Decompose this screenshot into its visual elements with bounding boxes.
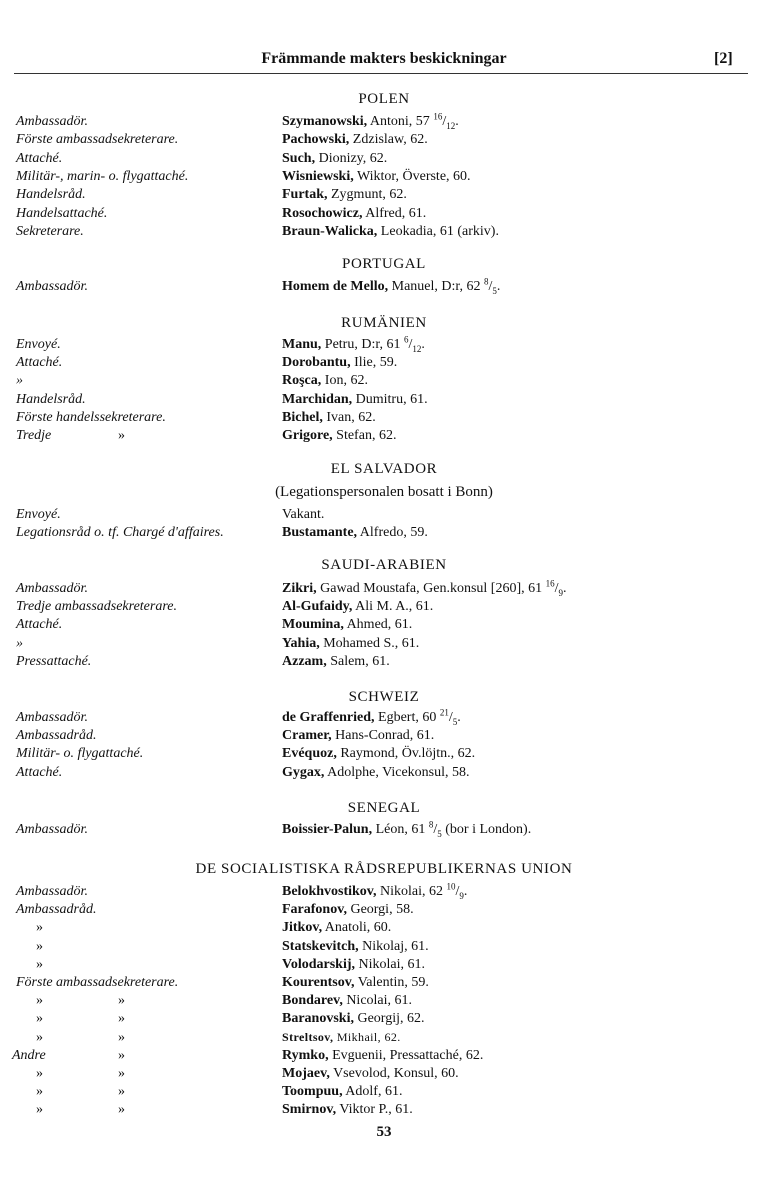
- person-details: Mikhail, 62.: [333, 1029, 401, 1044]
- person-name: Baranovski,: [282, 1011, 354, 1027]
- listing-row: [0, 617, 768, 635]
- person-details: Alfred, 61.: [362, 205, 427, 221]
- person-details: Raymond, Öv.löjtn., 62.: [336, 746, 476, 762]
- role-label: Ambassadör.: [16, 279, 88, 294]
- person-entry: [282, 599, 433, 615]
- date-month: 5: [492, 285, 497, 296]
- person-details: Ivan, 62.: [322, 409, 376, 425]
- listing-row: [0, 920, 768, 938]
- person-details: Viktor P., 61.: [336, 1102, 413, 1118]
- role-label: Pressattaché.: [16, 653, 92, 669]
- person-name: Furtak,: [282, 187, 328, 203]
- person-details: Adolphe, Vicekonsul, 58.: [324, 764, 470, 780]
- person-entry: [282, 578, 567, 598]
- role-label: Ambassadör.: [16, 710, 88, 725]
- ditto-mark: »: [118, 1084, 125, 1100]
- role-label: Ambassadör.: [16, 822, 88, 837]
- person-name: Bichel,: [282, 409, 323, 425]
- date-month: 12: [412, 343, 422, 354]
- role-label: Förste handelssekreterare.: [16, 409, 166, 425]
- listing-row: [0, 957, 768, 975]
- date-after: .: [463, 884, 468, 899]
- date-after: .: [455, 114, 459, 129]
- section-heading-rumanien: RUMÄNIEN: [341, 315, 427, 331]
- listing-row: [0, 151, 768, 169]
- person-details: Anatoli, 60.: [322, 920, 392, 936]
- person-entry: [282, 975, 429, 991]
- person-entry: [282, 993, 412, 1009]
- listing-row: [0, 1011, 768, 1029]
- person-name: Rosochowicz,: [282, 205, 363, 221]
- listing-row: [0, 881, 768, 902]
- listing-row: [0, 111, 768, 132]
- person-entry: [282, 1048, 483, 1064]
- person-name: Volodarskij,: [282, 956, 356, 972]
- listing-row: [0, 169, 768, 187]
- section-heading-elsalvador: EL SALVADOR: [330, 461, 438, 477]
- person-details: Gawad Moustafa, Gen.konsul [260], 61: [316, 581, 546, 596]
- listing-row: [0, 334, 768, 355]
- date-day: 6: [403, 334, 409, 345]
- person-entry: [282, 355, 397, 371]
- person-name: Braun-Walicka,: [282, 223, 378, 239]
- person-details: Wiktor, Överste, 60.: [353, 168, 471, 184]
- person-name: Moumina,: [282, 617, 344, 633]
- person-details: Valentin, 59.: [354, 975, 429, 990]
- role-label: Handelsråd.: [16, 391, 86, 407]
- ditto-mark: »: [36, 920, 43, 936]
- person-details: Nicolai, 61.: [342, 993, 413, 1009]
- listing-row: [0, 599, 768, 617]
- page-header-title: Främmande makters beskickningar: [261, 50, 507, 67]
- person-details: Ilie, 59.: [350, 355, 398, 371]
- person-details: Adolf, 61.: [342, 1084, 403, 1100]
- person-name: Marchidan,: [282, 391, 353, 407]
- person-name: Al-Gufaidy,: [282, 599, 353, 615]
- person-entry: [282, 957, 425, 973]
- person-entry: [282, 707, 461, 727]
- date-after: .: [496, 279, 501, 294]
- person-details: Stefan, 62.: [332, 428, 397, 443]
- person-entry: [282, 819, 532, 839]
- person-name: Rymko,: [282, 1047, 329, 1063]
- section-heading-polen: POLEN: [358, 91, 410, 107]
- date-after: .: [563, 581, 567, 596]
- listing-row: [0, 636, 768, 654]
- person-entry: [282, 151, 387, 167]
- ditto-mark: »: [36, 956, 43, 972]
- listing-row: [0, 1030, 768, 1048]
- person-entry: [282, 334, 425, 354]
- person-entry: [282, 276, 501, 296]
- role-label: Handelsråd.: [16, 187, 86, 203]
- listing-row: [0, 1102, 768, 1120]
- person-name: Azzam,: [282, 653, 327, 669]
- date-slash: /: [488, 279, 493, 294]
- person-details: Hans-Conrad, 61.: [331, 728, 435, 744]
- person-entry: [282, 636, 419, 652]
- ditto-mark: »: [36, 1102, 43, 1118]
- person-entry: [282, 111, 459, 131]
- person-name: Evéquoz,: [282, 746, 337, 762]
- person-entry: [282, 920, 391, 936]
- listing-row: [0, 1084, 768, 1102]
- listing-row: [0, 993, 768, 1011]
- person-details: Leokadia, 61 (arkiv).: [377, 223, 499, 239]
- person-name: Grigore,: [282, 428, 333, 443]
- person-name: Smirnov,: [282, 1102, 337, 1118]
- person-details: Ahmed, 61.: [343, 617, 413, 633]
- person-entry: [282, 902, 414, 918]
- person-entry: [282, 410, 376, 426]
- ditto-mark: »: [118, 1011, 125, 1027]
- person-entry: [282, 1030, 401, 1045]
- person-details: Georgi, 58.: [346, 902, 414, 918]
- listing-row: [0, 939, 768, 957]
- listing-row: [0, 707, 768, 728]
- person-name: Mojaev,: [282, 1066, 330, 1081]
- role-label: Tredje ambassadsekreterare.: [16, 599, 177, 615]
- ditto-mark: »: [36, 1029, 43, 1045]
- role-label: Ambassadråd.: [16, 728, 97, 744]
- listing-row: [0, 355, 768, 373]
- person-entry: [282, 765, 470, 781]
- listing-row: [0, 746, 768, 764]
- person-entry: [282, 206, 426, 222]
- section-heading-senegal: SENEGAL: [347, 800, 421, 816]
- role-label: Förste ambassadsekreterare.: [16, 132, 179, 148]
- person-entry: [282, 654, 390, 670]
- person-details: Dionizy, 62.: [315, 150, 388, 166]
- role-label: Ambassadör.: [16, 581, 88, 596]
- date-slash: /: [408, 337, 413, 352]
- section-heading-portugal: PORTUGAL: [342, 256, 426, 272]
- date-slash: /: [554, 581, 559, 596]
- date-month: 5: [452, 716, 458, 727]
- person-name: Wisniewski,: [282, 168, 354, 184]
- role-label: Förste ambassadsekreterare.: [16, 975, 179, 990]
- person-name: Belokhvostikov,: [282, 884, 377, 899]
- person-entry: [282, 1011, 424, 1027]
- date-month: 12: [446, 120, 456, 131]
- role-label: Militär- o. flygattaché.: [16, 746, 144, 762]
- person-details: Petru, D:r, 61: [321, 337, 404, 352]
- person-name: Homem de Mello,: [282, 279, 389, 294]
- role-label: Attaché.: [16, 764, 63, 780]
- listing-row: [0, 765, 768, 783]
- listing-row: [0, 410, 768, 428]
- ditto-mark: »: [118, 1047, 125, 1063]
- person-entry: [282, 187, 407, 203]
- date-slash: /: [448, 710, 453, 725]
- person-entry: [282, 507, 324, 523]
- person-details: Salem, 61.: [326, 653, 390, 669]
- ditto-mark: »: [36, 1066, 43, 1081]
- person-name: Yahia,: [282, 635, 320, 651]
- person-name: Boissier-Palun,: [282, 822, 373, 837]
- listing-row: [0, 654, 768, 672]
- person-entry: [282, 392, 428, 408]
- person-name: Statskevitch,: [282, 938, 359, 954]
- listing-row: [0, 975, 768, 993]
- person-details: Ion, 62.: [321, 373, 368, 389]
- person-details: Ali M. A., 61.: [352, 599, 434, 615]
- person-details: Egbert, 60: [374, 710, 440, 725]
- date-slash: /: [433, 822, 438, 837]
- person-name: Dorobantu,: [282, 355, 351, 371]
- person-details: Dumitru, 61.: [352, 391, 428, 407]
- page-section-number: [2]: [714, 50, 733, 67]
- listing-row: [0, 507, 768, 525]
- person-details: Mohamed S., 61.: [319, 635, 420, 651]
- person-entry: [282, 746, 475, 762]
- listing-row: [0, 1048, 768, 1066]
- person-entry: [282, 132, 428, 148]
- date-day: 8: [484, 276, 489, 287]
- role-label: Envoyé.: [16, 507, 61, 522]
- person-name: Gygax,: [282, 764, 325, 780]
- listing-row: [0, 132, 768, 150]
- date-day: 16: [545, 578, 555, 589]
- listing-row: [0, 578, 768, 599]
- date-after: .: [457, 710, 461, 725]
- role-label: Ambassadör.: [16, 884, 88, 899]
- person-name: Manu,: [282, 337, 322, 352]
- ditto-mark: »: [118, 993, 125, 1009]
- section-note-elsalvador: (Legationspersonalen bosatt i Bonn): [275, 484, 493, 500]
- person-name: Cramer,: [282, 728, 332, 744]
- listing-row: [0, 276, 768, 297]
- role-label: Ambassadråd.: [16, 902, 97, 918]
- ditto-mark: »: [118, 1102, 125, 1118]
- section-heading-saudi: SAUDI-ARABIEN: [321, 557, 447, 573]
- listing-row: [0, 728, 768, 746]
- person-name: Roşca,: [282, 373, 322, 389]
- ditto-mark: »: [118, 1066, 125, 1081]
- ditto-mark: »: [118, 428, 125, 443]
- person-details: Alfredo, 59.: [357, 525, 428, 541]
- listing-row: [0, 902, 768, 920]
- listing-row: [0, 187, 768, 205]
- role-label: »: [16, 635, 23, 651]
- person-entry: [282, 1084, 402, 1100]
- section-heading-ussr: DE SOCIALISTISKA RÅDSREPUBLIKERNAS UNION: [195, 861, 573, 877]
- person-details: Léon, 61: [372, 822, 429, 837]
- listing-row: [0, 373, 768, 391]
- person-name: Kourentsov,: [282, 975, 355, 990]
- person-details: Antoni, 57: [367, 114, 434, 129]
- person-entry: [282, 224, 499, 240]
- date-month: 9: [459, 890, 464, 901]
- date-day: 8: [428, 819, 434, 830]
- person-details: Nikolaj, 61.: [358, 938, 429, 954]
- person-name: Pachowski,: [282, 132, 350, 148]
- person-name: Farafonov,: [282, 902, 347, 918]
- date-slash: /: [455, 884, 460, 899]
- person-name: Streltsov,: [282, 1029, 334, 1044]
- role-label: Attaché.: [16, 617, 63, 633]
- listing-row: [0, 819, 768, 840]
- listing-row: [0, 206, 768, 224]
- person-details: Nikolai, 62: [376, 884, 447, 899]
- role-label: Attaché.: [16, 150, 63, 166]
- role-label: Legationsråd o. tf. Chargé d'affaires.: [16, 525, 224, 541]
- person-name: Jitkov,: [282, 920, 323, 936]
- person-details: Zdzislaw, 62.: [349, 132, 428, 148]
- person-entry: [282, 428, 396, 444]
- role-label: Militär-, marin- o. flygattaché.: [16, 168, 189, 184]
- person-entry: [282, 525, 428, 541]
- date-month: 9: [558, 587, 564, 598]
- date-month: 5: [437, 828, 442, 839]
- page-number: 53: [376, 1124, 392, 1140]
- ditto-mark: »: [118, 1029, 125, 1045]
- person-entry: [282, 939, 429, 955]
- role-label: »: [16, 373, 23, 389]
- date-after: (bor i London).: [441, 822, 532, 837]
- person-entry: [282, 728, 434, 744]
- person-entry: [282, 1102, 413, 1118]
- person-details: Nikolai, 61.: [355, 956, 426, 972]
- role-label: Attaché.: [16, 355, 63, 371]
- person-entry: [282, 1066, 459, 1082]
- ditto-mark: »: [36, 993, 43, 1009]
- date-day: 16: [433, 111, 443, 122]
- person-details: Vsevolod, Konsul, 60.: [329, 1066, 459, 1081]
- listing-row: [0, 224, 768, 242]
- person-entry: [282, 169, 471, 185]
- person-name: Toompuu,: [282, 1084, 343, 1100]
- person-details: Evguenii, Pressattaché, 62.: [328, 1047, 484, 1063]
- date-slash: /: [442, 114, 447, 129]
- ditto-mark: »: [36, 938, 43, 954]
- listing-row: [0, 525, 768, 543]
- person-name: Bondarev,: [282, 993, 343, 1009]
- role-label: Ambassadör.: [16, 114, 88, 129]
- listing-row: [0, 428, 768, 446]
- role-label: Envoyé.: [16, 337, 61, 352]
- person-name: Bustamante,: [282, 525, 358, 541]
- listing-row: [0, 392, 768, 410]
- listing-row: [0, 1066, 768, 1084]
- person-name: Such,: [282, 150, 316, 166]
- person-details: Zygmunt, 62.: [327, 187, 407, 203]
- person-name: de Graffenried,: [282, 710, 375, 725]
- person-entry: [282, 373, 368, 389]
- ditto-mark: »: [36, 1011, 43, 1027]
- role-label: Sekreterare.: [16, 223, 84, 239]
- person-text: Vakant.: [282, 507, 325, 522]
- person-details: Georgij, 62.: [353, 1011, 425, 1027]
- ditto-mark: »: [36, 1084, 43, 1100]
- role-label: Tredje: [16, 428, 52, 443]
- person-entry: [282, 881, 468, 901]
- person-name: Zikri,: [282, 581, 317, 596]
- date-day: 21: [439, 707, 449, 718]
- header-rule: [14, 73, 748, 74]
- date-day: 10: [446, 881, 456, 892]
- role-label: Andre: [12, 1047, 46, 1063]
- person-entry: [282, 617, 412, 633]
- person-name: Szymanowski,: [282, 114, 368, 129]
- role-label: Handelsattaché.: [16, 205, 108, 221]
- date-after: .: [421, 337, 425, 352]
- section-heading-schweiz: SCHWEIZ: [348, 689, 420, 705]
- person-details: Manuel, D:r, 62: [388, 279, 485, 294]
